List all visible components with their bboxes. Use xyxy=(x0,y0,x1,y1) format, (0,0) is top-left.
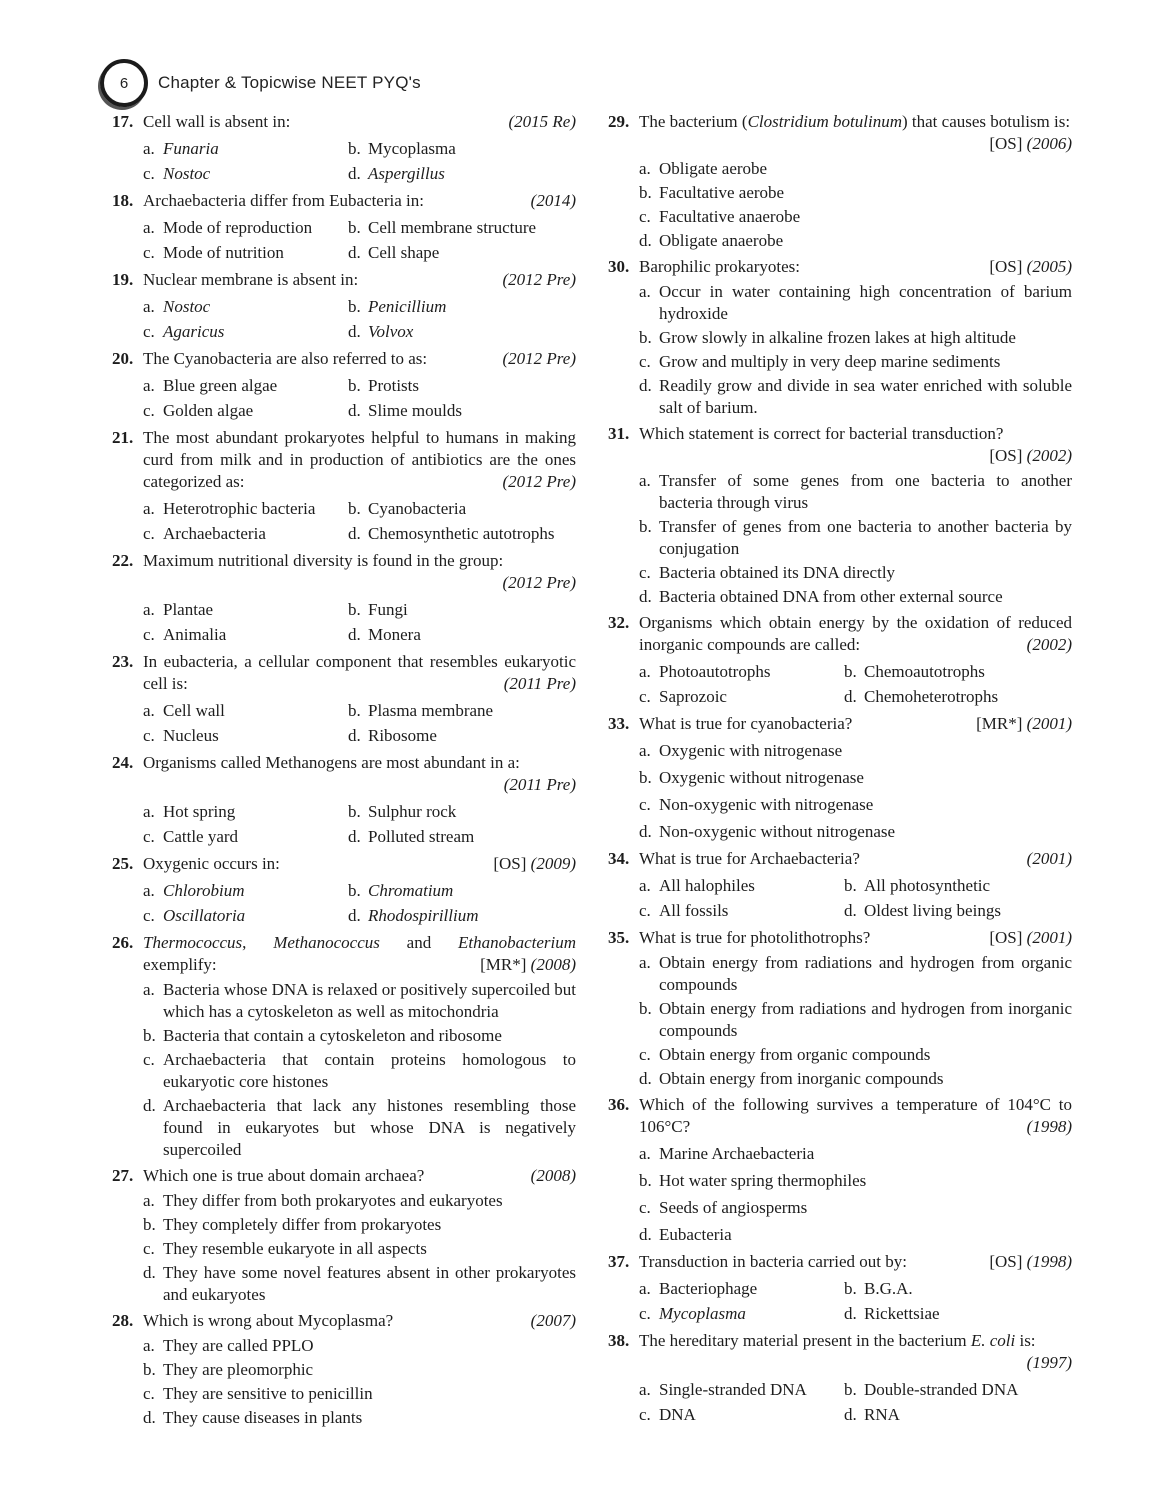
question-text: (2015 Re) Cell wall is absent in: xyxy=(143,112,576,131)
chapter-title: Chapter & Topicwise NEET PYQ's xyxy=(158,73,421,92)
question-35 xyxy=(608,927,1072,1090)
question-22 xyxy=(112,550,576,647)
options xyxy=(639,659,1072,709)
question-text: [MR*] (2001) What is true for cyanobacteria? xyxy=(639,714,1072,733)
option-c: c. Oscillatoria xyxy=(143,906,246,925)
question-number: 22. xyxy=(112,551,134,570)
option-d: d. Rickettsiae xyxy=(844,1304,940,1323)
option-d: d. Non-oxygenic without nitrogenase xyxy=(639,822,896,841)
page-number-badge xyxy=(100,59,148,107)
question-source: (2012 Pre) xyxy=(502,573,576,592)
question-text: (2001) What is true for Archaebacteria? xyxy=(639,849,1072,868)
question-tag: [OS] xyxy=(989,928,1023,947)
option-b: b. Penicillium xyxy=(348,297,447,316)
question-source: [OS] (1998) xyxy=(989,1252,1072,1271)
option-d: d. Rhodospirillium xyxy=(348,906,479,925)
options xyxy=(143,799,576,849)
option-a: a. Photoautotrophs xyxy=(639,662,771,681)
option-c: c. Mycoplasma xyxy=(639,1304,746,1323)
question-number: 29. xyxy=(608,112,630,131)
option-c: c. Obtain energy from organic compounds xyxy=(639,1045,931,1064)
question-text: (2012 Pre) Nuclear membrane is absent in: xyxy=(143,270,576,289)
option-c: c. Golden algae xyxy=(143,401,254,420)
option-b: b. Hot water spring thermophiles xyxy=(639,1171,867,1190)
option-b: b. Sulphur rock xyxy=(348,802,457,821)
question-source: (2014) xyxy=(530,191,576,210)
option-c: c. Cattle yard xyxy=(143,827,239,846)
options xyxy=(639,281,1072,419)
question-27 xyxy=(112,1165,576,1306)
question-18 xyxy=(112,190,576,265)
question-source: [OS] (2002) xyxy=(989,446,1072,465)
option-b: b. Grow slowly in alkaline frozen lakes at high altitude xyxy=(639,328,1016,347)
option-c: c. Nostoc xyxy=(143,164,211,183)
question-number: 20. xyxy=(112,349,134,368)
question-tag: [MR*] xyxy=(976,714,1023,733)
question-33 xyxy=(608,713,1072,844)
option-a: a. Bacteria whose DNA is relaxed or positively supercoiled but which has a cytoskeleton as well as mitochondria xyxy=(143,980,576,1021)
option-b: b. Cyanobacteria xyxy=(348,499,467,518)
option-b: b. Bacteria that contain a cytoskeleton and ribosome xyxy=(143,1026,502,1045)
question-tag: [OS] xyxy=(989,446,1023,465)
option-d: d. Volvox xyxy=(348,322,414,341)
question-source: (2012 Pre) xyxy=(502,270,576,289)
option-c: c. Mode of nutrition xyxy=(143,243,284,262)
question-source: [OS] (2006) xyxy=(989,134,1072,153)
question-text: Thermococcus, Methanococcus and Ethanobacterium [MR*] (2008) exemplify: xyxy=(143,933,577,974)
options xyxy=(639,158,1072,252)
option-d: d. Slime moulds xyxy=(348,401,462,420)
question-number: 32. xyxy=(608,613,630,632)
question-text: [OS] (2005) Barophilic prokaryotes: xyxy=(639,257,1072,276)
option-b: b. They are pleomorphic xyxy=(143,1360,314,1379)
question-text: (2014) Archaebacteria differ from Eubacteria in: xyxy=(143,191,576,210)
option-a: a. Mode of reproduction xyxy=(143,218,313,237)
option-a: a. Bacteriophage xyxy=(639,1279,758,1298)
options xyxy=(639,1377,1072,1427)
option-b: b. B.G.A. xyxy=(844,1279,913,1298)
option-a: a. Occur in water containing high concentration of barium hydroxide xyxy=(639,282,1072,323)
question-source: (2002) xyxy=(1026,635,1072,654)
option-c: c. Agaricus xyxy=(143,322,225,341)
option-b: b. Plasma membrane xyxy=(348,701,494,720)
option-b: b. Cell membrane structure xyxy=(348,218,537,237)
question-source: (2001) xyxy=(1026,849,1072,868)
option-c: c. Non-oxygenic with nitrogenase xyxy=(639,795,874,814)
question-32 xyxy=(608,612,1072,709)
question-source: (1997) xyxy=(1026,1353,1072,1372)
page-number: 6 xyxy=(119,74,129,92)
option-a: a. Plantae xyxy=(143,600,214,619)
option-d: d. Chemosynthetic autotrophs xyxy=(348,524,555,543)
option-d: d. Oldest living beings xyxy=(844,901,1001,920)
option-c: c. DNA xyxy=(639,1405,696,1424)
option-c: c. All fossils xyxy=(639,901,729,920)
option-a: a. Oxygenic with nitrogenase xyxy=(639,741,843,760)
options xyxy=(639,470,1072,608)
question-number: 34. xyxy=(608,849,630,868)
question-number: 31. xyxy=(608,424,630,443)
question-tag: [OS] xyxy=(989,1252,1023,1271)
question-text: The most abundant prokaryotes helpful to humans in making curd from milk and in production of antibiotics are the ones categorized as: (2012 Pre) xyxy=(143,428,576,491)
option-b: b. Chromatium xyxy=(348,881,454,900)
question-source: (2012 Pre) xyxy=(502,349,576,368)
question-26 xyxy=(112,932,576,1161)
options xyxy=(639,738,1072,844)
question-number: 26. xyxy=(112,933,134,952)
option-a: a. Cell wall xyxy=(143,701,225,720)
question-tag: [OS] xyxy=(493,854,527,873)
options xyxy=(143,1190,576,1306)
question-source: [OS] (2001) xyxy=(989,928,1072,947)
question-text: In eubacteria, a cellular component that resembles eukaryotic cell is: (2011 Pre) xyxy=(143,652,576,693)
option-d: d. Cell shape xyxy=(348,243,440,262)
option-a: a. They are called PPLO xyxy=(143,1336,314,1355)
question-text: Which statement is correct for bacterial transduction? xyxy=(639,424,1004,443)
options xyxy=(639,1276,1072,1326)
question-source: (2008) xyxy=(530,1166,576,1185)
question-number: 37. xyxy=(608,1252,630,1271)
options xyxy=(639,1141,1072,1247)
option-d: d. Monera xyxy=(348,625,421,644)
options xyxy=(143,215,576,265)
option-b: b. All photosynthetic xyxy=(844,876,991,895)
option-b: b. Chemoautotrophs xyxy=(844,662,985,681)
option-c: c. Grow and multiply in very deep marine sediments xyxy=(639,352,1001,371)
question-number: 17. xyxy=(112,112,134,131)
question-text: [OS] (2009) Oxygenic occurs in: xyxy=(143,854,576,873)
option-a: a. Transfer of some genes from one bacteria to another bacteria through virus xyxy=(639,471,1072,512)
question-28 xyxy=(112,1310,576,1429)
question-number: 24. xyxy=(112,753,134,772)
option-c: c. Bacteria obtained its DNA directly xyxy=(639,563,896,582)
option-d: d. They cause diseases in plants xyxy=(143,1408,363,1427)
option-b: b. Fungi xyxy=(348,600,408,619)
option-c: c. Animalia xyxy=(143,625,227,644)
question-25 xyxy=(112,853,576,928)
question-17 xyxy=(112,111,576,186)
question-text: The hereditary material present in the bacterium E. coli is: (1997) xyxy=(639,1331,1072,1372)
question-source: [MR*] (2008) xyxy=(480,955,576,974)
option-a: a. Blue green algae xyxy=(143,376,278,395)
question-text: Maximum nutritional diversity is found in the group: xyxy=(143,551,504,570)
option-c: c. Nucleus xyxy=(143,726,219,745)
question-number: 33. xyxy=(608,714,630,733)
options xyxy=(143,294,576,344)
question-source: [MR*] (2001) xyxy=(976,714,1072,733)
question-number: 21. xyxy=(112,428,134,447)
question-21 xyxy=(112,427,576,546)
question-number: 38. xyxy=(608,1331,630,1350)
option-a: a. Funaria xyxy=(143,139,219,158)
options xyxy=(143,373,576,423)
question-number: 19. xyxy=(112,270,134,289)
question-number: 23. xyxy=(112,652,134,671)
question-source: (2011 Pre) xyxy=(503,775,576,794)
question-tag: [OS] xyxy=(989,134,1023,153)
question-source: (2012 Pre) xyxy=(502,472,576,491)
question-37 xyxy=(608,1251,1072,1326)
page-header xyxy=(100,58,421,108)
question-number: 27. xyxy=(112,1166,134,1185)
option-b: b. Protists xyxy=(348,376,420,395)
options xyxy=(143,496,576,546)
option-a: a. Obtain energy from radiations and hydrogen from organic compounds xyxy=(639,953,1072,994)
question-36 xyxy=(608,1094,1072,1247)
question-text: Organisms which obtain energy by the oxidation of reduced inorganic compounds are called: (2002) xyxy=(639,613,1072,654)
question-tag: [OS] xyxy=(989,257,1023,276)
option-b: b. Oxygenic without nitrogenase xyxy=(639,768,864,787)
option-a: a. Nostoc xyxy=(143,297,211,316)
option-b: b. Obtain energy from radiations and hydrogen from inorganic compounds xyxy=(639,999,1072,1040)
option-b: b. Double-stranded DNA xyxy=(844,1380,1019,1399)
question-number: 25. xyxy=(112,854,134,873)
option-d: d. Archaebacteria that lack any histones resembling those found in eukaryotes but whose DNA is negatively supercoiled xyxy=(143,1096,576,1159)
option-c: c. Archaebacteria that contain proteins homologous to eukaryotic core histones xyxy=(143,1050,576,1091)
options xyxy=(143,136,576,186)
question-38 xyxy=(608,1330,1072,1427)
option-c: c. They are sensitive to penicillin xyxy=(143,1384,373,1403)
option-c: c. Archaebacteria xyxy=(143,524,266,543)
left-column xyxy=(112,111,576,1433)
options xyxy=(143,878,576,928)
question-source: [OS] (2009) xyxy=(493,854,576,873)
option-d: d. Readily grow and divide in sea water enriched with soluble salt of barium. xyxy=(639,376,1072,417)
question-number: 36. xyxy=(608,1095,630,1114)
option-a: a. Chlorobium xyxy=(143,881,245,900)
question-text: Which of the following survives a temperature of 104°C to 106°C? (1998) xyxy=(639,1095,1072,1136)
option-d: d. Chemoheterotrophs xyxy=(844,687,999,706)
option-d: d. RNA xyxy=(844,1405,900,1424)
right-column xyxy=(608,111,1072,1431)
option-d: d. They have some novel features absent in other prokaryotes and eukaryotes xyxy=(143,1263,576,1304)
option-d: d. Polluted stream xyxy=(348,827,475,846)
option-a: a. Single-stranded DNA xyxy=(639,1380,807,1399)
option-d: d. Obtain energy from inorganic compounds xyxy=(639,1069,944,1088)
question-19 xyxy=(112,269,576,344)
option-c: c. Facultative anaerobe xyxy=(639,207,801,226)
options xyxy=(143,979,576,1161)
question-source: (1998) xyxy=(1026,1117,1072,1136)
option-c: c. Saprozoic xyxy=(639,687,727,706)
question-number: 30. xyxy=(608,257,630,276)
option-a: a. Hot spring xyxy=(143,802,236,821)
option-d: d. Ribosome xyxy=(348,726,437,745)
options xyxy=(143,698,576,748)
option-b: b. Mycoplasma xyxy=(348,139,456,158)
option-b: b. They completely differ from prokaryotes xyxy=(143,1215,442,1234)
question-number: 18. xyxy=(112,191,134,210)
option-a: a. Marine Archaebacteria xyxy=(639,1144,815,1163)
question-source: (2015 Re) xyxy=(508,112,576,131)
question-text: (2012 Pre) The Cyanobacteria are also referred to as: xyxy=(143,349,576,368)
option-b: b. Facultative aerobe xyxy=(639,183,785,202)
question-29 xyxy=(608,111,1072,252)
option-d: d. Obligate anaerobe xyxy=(639,231,784,250)
question-30 xyxy=(608,256,1072,419)
option-a: a. They differ from both prokaryotes and eukaryotes xyxy=(143,1191,503,1210)
question-number: 35. xyxy=(608,928,630,947)
question-text: The bacterium (Clostridium botulinum) that causes botulism is: [OS] (2006) xyxy=(639,112,1072,153)
question-source: [OS] (2005) xyxy=(989,257,1072,276)
option-d: d. Aspergillus xyxy=(348,164,445,183)
question-24 xyxy=(112,752,576,849)
question-source: (2011 Pre) xyxy=(503,674,576,693)
question-number: 28. xyxy=(112,1311,134,1330)
question-text: Organisms called Methanogens are most abundant in a: xyxy=(143,753,520,772)
option-d: d. Bacteria obtained DNA from other external source xyxy=(639,587,1003,606)
question-tag: [MR*] xyxy=(480,955,527,974)
options xyxy=(143,1335,576,1429)
option-d: d. Eubacteria xyxy=(639,1225,732,1244)
option-a: a. Heterotrophic bacteria xyxy=(143,499,316,518)
options xyxy=(143,597,576,647)
option-a: a. Obligate aerobe xyxy=(639,159,768,178)
question-text: (2007) Which is wrong about Mycoplasma? xyxy=(143,1311,576,1330)
question-text: [OS] (2001) What is true for photolithotrophs? xyxy=(639,928,1072,947)
options xyxy=(639,952,1072,1090)
option-c: c. They resemble eukaryote in all aspects xyxy=(143,1239,427,1258)
option-c: c. Seeds of angiosperms xyxy=(639,1198,808,1217)
option-a: a. All halophiles xyxy=(639,876,755,895)
question-34 xyxy=(608,848,1072,923)
question-23 xyxy=(112,651,576,748)
options xyxy=(639,873,1072,923)
question-text: [OS] (1998) Transduction in bacteria carried out by: xyxy=(639,1252,1072,1271)
option-b: b. Transfer of genes from one bacteria to another bacteria by conjugation xyxy=(639,517,1072,558)
question-31 xyxy=(608,423,1072,608)
question-source: (2007) xyxy=(530,1311,576,1330)
question-20 xyxy=(112,348,576,423)
question-text: (2008) Which one is true about domain archaea? xyxy=(143,1166,576,1185)
